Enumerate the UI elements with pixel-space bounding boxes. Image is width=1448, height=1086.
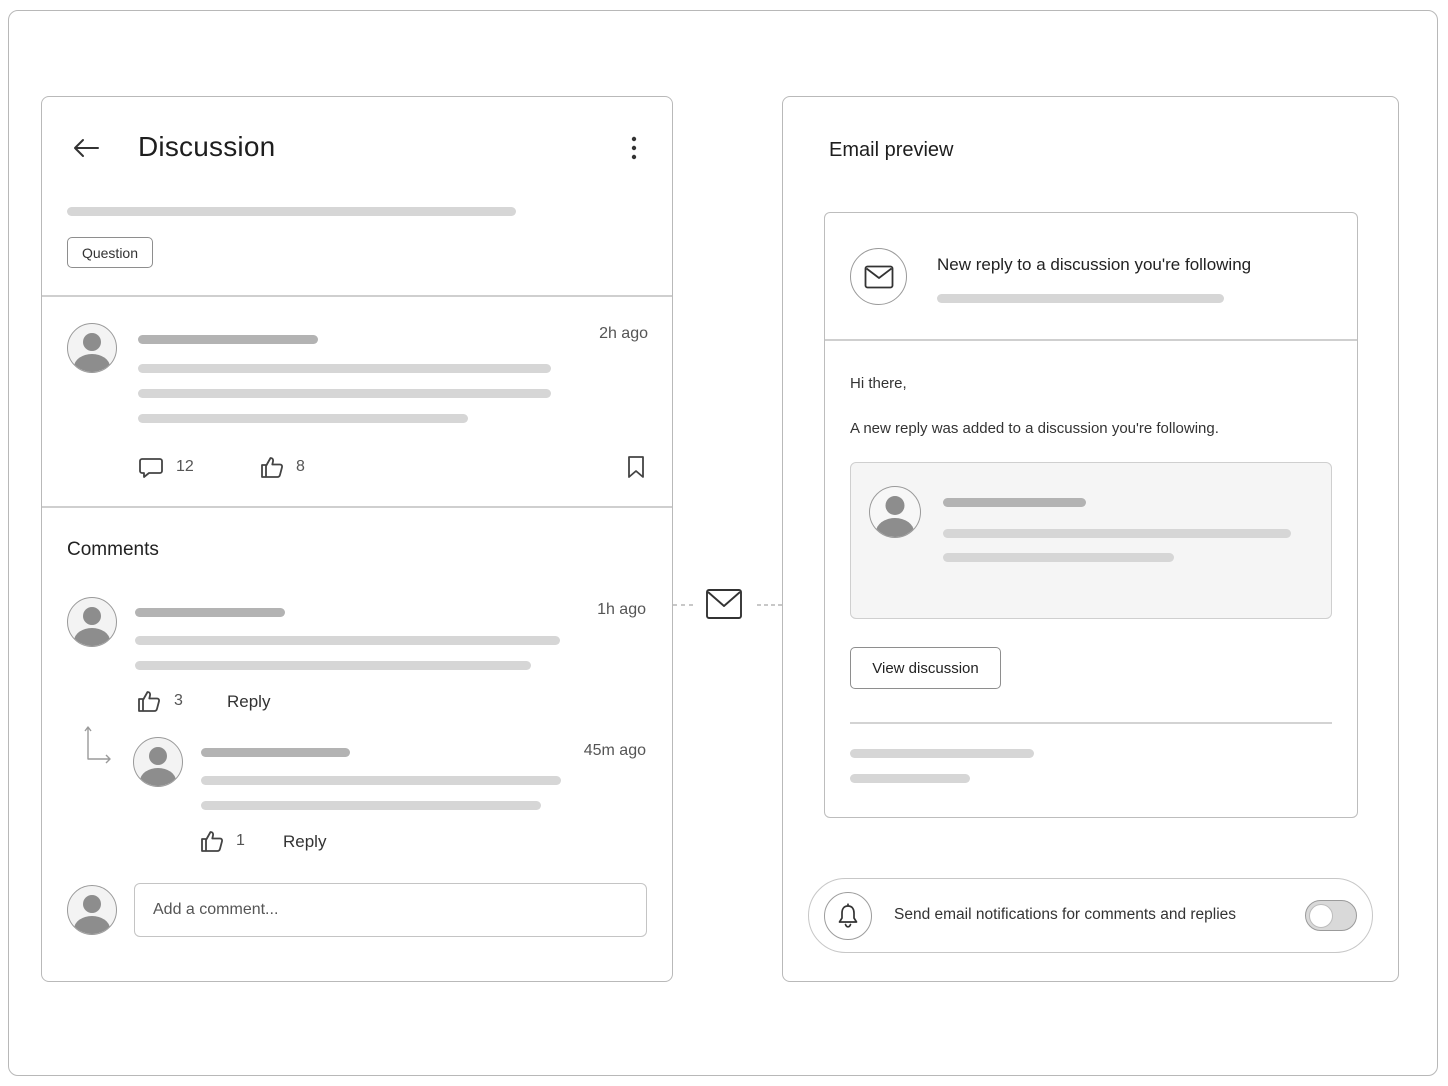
email-body-text: A new reply was added to a discussion you're following. [850, 420, 1219, 437]
reply-arrow-icon [80, 725, 114, 769]
like-button[interactable] [260, 453, 320, 481]
comment-timestamp: 1h ago [597, 601, 646, 618]
comment-like-button[interactable] [137, 687, 193, 715]
comments-heading: Comments [67, 539, 159, 560]
comment-input[interactable]: Add a comment... [134, 883, 647, 937]
post-text-line [138, 364, 551, 373]
discussion-panel [41, 96, 673, 982]
post-author-placeholder [138, 335, 318, 344]
comment-text-line [135, 661, 531, 670]
header-divider [42, 295, 672, 297]
comment-bubble-icon [138, 454, 164, 480]
reply-text-line [201, 776, 561, 785]
envelope-icon [864, 265, 894, 289]
arrow-left-icon [72, 138, 100, 158]
notification-label: Send email notifications for comments and replies [894, 906, 1237, 923]
email-preview-panel [782, 96, 1399, 982]
view-discussion-button[interactable]: View discussion [850, 647, 1001, 689]
footer-text-line [850, 749, 1034, 758]
mail-avatar [850, 248, 907, 305]
quoted-text-line [943, 529, 1291, 538]
avatar [67, 323, 117, 373]
page-title: Discussion [138, 131, 276, 162]
email-preview-heading: Email preview [829, 139, 954, 161]
comment-count: 12 [176, 458, 194, 475]
reply-timestamp: 45m ago [583, 742, 646, 759]
comment-like-count: 3 [174, 692, 183, 709]
reply-link[interactable]: Reply [283, 832, 327, 851]
avatar [869, 486, 921, 538]
reply-link[interactable]: Reply [227, 692, 271, 711]
quoted-reply [850, 462, 1332, 619]
avatar [67, 885, 117, 935]
reply-text-line [201, 801, 541, 810]
post-timestamp: 2h ago [599, 325, 648, 342]
email-header-divider [825, 339, 1357, 341]
more-options-button[interactable] [620, 133, 648, 163]
footer-text-line [850, 774, 970, 783]
like-count: 8 [296, 458, 305, 475]
notification-setting-row [808, 878, 1373, 953]
post-text-line [138, 414, 468, 423]
bookmark-button[interactable] [624, 453, 648, 481]
thumbs-up-icon [137, 689, 161, 713]
email-card [824, 212, 1358, 818]
comment-count-button[interactable] [138, 453, 198, 481]
email-notifications-toggle[interactable] [1305, 900, 1357, 931]
question-tag[interactable]: Question [67, 237, 153, 268]
toggle-knob [1309, 904, 1333, 928]
email-greeting: Hi there, [850, 375, 907, 392]
footer-divider [850, 722, 1332, 724]
bell-icon [836, 903, 860, 929]
comment-author-placeholder [135, 608, 285, 617]
bell-badge [824, 892, 872, 940]
quoted-text-line [943, 553, 1174, 562]
reply-like-button[interactable] [200, 827, 250, 855]
back-button[interactable] [70, 135, 102, 161]
thumbs-up-icon [260, 455, 284, 479]
post-text-line [138, 389, 551, 398]
envelope-icon [705, 587, 743, 621]
avatar [133, 737, 183, 787]
reply-author-placeholder [201, 748, 350, 757]
email-sender-placeholder [937, 294, 1224, 303]
reply-like-count: 1 [236, 832, 245, 849]
more-vertical-icon [631, 136, 637, 160]
thumbs-up-icon [200, 829, 224, 853]
discussion-title-placeholder [67, 207, 516, 216]
quoted-author-placeholder [943, 498, 1086, 507]
email-subject: New reply to a discussion you're following [937, 255, 1252, 274]
comment-text-line [135, 636, 560, 645]
post-divider [42, 506, 672, 508]
bookmark-icon [627, 455, 645, 479]
avatar [67, 597, 117, 647]
